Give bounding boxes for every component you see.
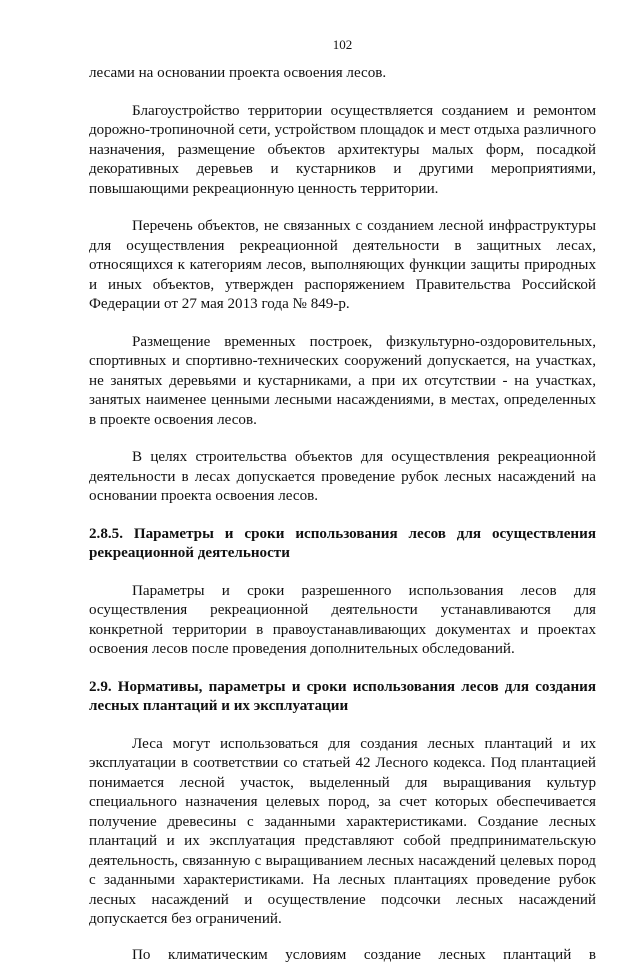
paragraph-forest-plantations: Леса могут использоваться для создания лесных плантаций и их эксплуатации в соответствии со статьей 42 Лесного кодекса. Под плантацией понимается лесной участок, выделенный для выращивания культур специального назначения целевых пород, за счет которых обеспечивается получение древесины с заданными характеристиками. Создание лесных плантаций и их эксплуатация представляют собой предпринимательскую деятельность, связанную с выращиванием лесных насаждений целевых пород с заданными характеристиками. На лесных плантациях проведение рубок лесных насаждений и осуществление подсочки лесных насаждений допускается без ограничений. (89, 735, 596, 930)
word: плантаций (503, 946, 571, 965)
section-heading-2-9: 2.9. Нормативы, параметры и сроки использования лесов для создания лесных плантаций и их эксплуатации (89, 678, 596, 717)
paragraph-continuation: лесами на основании проекта освоения лесов. (89, 64, 596, 84)
word: условиям (285, 946, 346, 965)
word: лесных (439, 946, 486, 965)
paragraph-climate-start (89, 946, 596, 965)
paragraph-landscaping: Благоустройство территории осуществляется созданием и ремонтом дорожно-тропиночной сети, устройством площадок и мест отдыха различного назначения, размещение объектов архитектуры малых форм, посадкой декоративных деревьев и кустарников и другими мероприятиями, повышающими рекреационную ценность территории. (89, 102, 596, 200)
word: климатическим (168, 946, 268, 965)
section-heading-2-8-5: 2.8.5. Параметры и сроки использования лесов для осуществления рекреационной деятельности (89, 525, 596, 564)
word: По (132, 946, 150, 965)
paragraph-recreation-parameters: Параметры и сроки разрешенного использования лесов для осуществления рекреационной деятельности устанавливаются для конкретной территории в правоустанавливающих документах и проектах освоения лесов после проведения дополнительных обследований. (89, 582, 596, 660)
paragraph-temporary-buildings: Размещение временных построек, физкультурно-оздоровительных, спортивных и спортивно-технических сооружений допускается, на участках, не занятых деревьями и кустарниками, а при их отсутствии - на участках, занятых наименее ценными лесными насаждениями, в местах, определенных в проекте освоения лесов. (89, 333, 596, 431)
word: создание (364, 946, 421, 965)
word: в (589, 946, 596, 965)
paragraph-construction-felling: В целях строительства объектов для осуществления рекреационной деятельности в лесах допускается проведение рубок лесных насаждений на основании проекта освоения лесов. (89, 448, 596, 507)
paragraph-object-list: Перечень объектов, не связанных с созданием лесной инфраструктуры для осуществления рекреационной деятельности в защитных лесах, относящихся к категориям лесов, выполняющих функции защиты природных и иных объектов, утвержден распоряжением Правительства Российской Федерации от 27 мая 2013 года № 849-р. (89, 217, 596, 315)
document-page (89, 0, 596, 905)
document-body (89, 64, 596, 965)
page-number: 102 (89, 37, 596, 53)
